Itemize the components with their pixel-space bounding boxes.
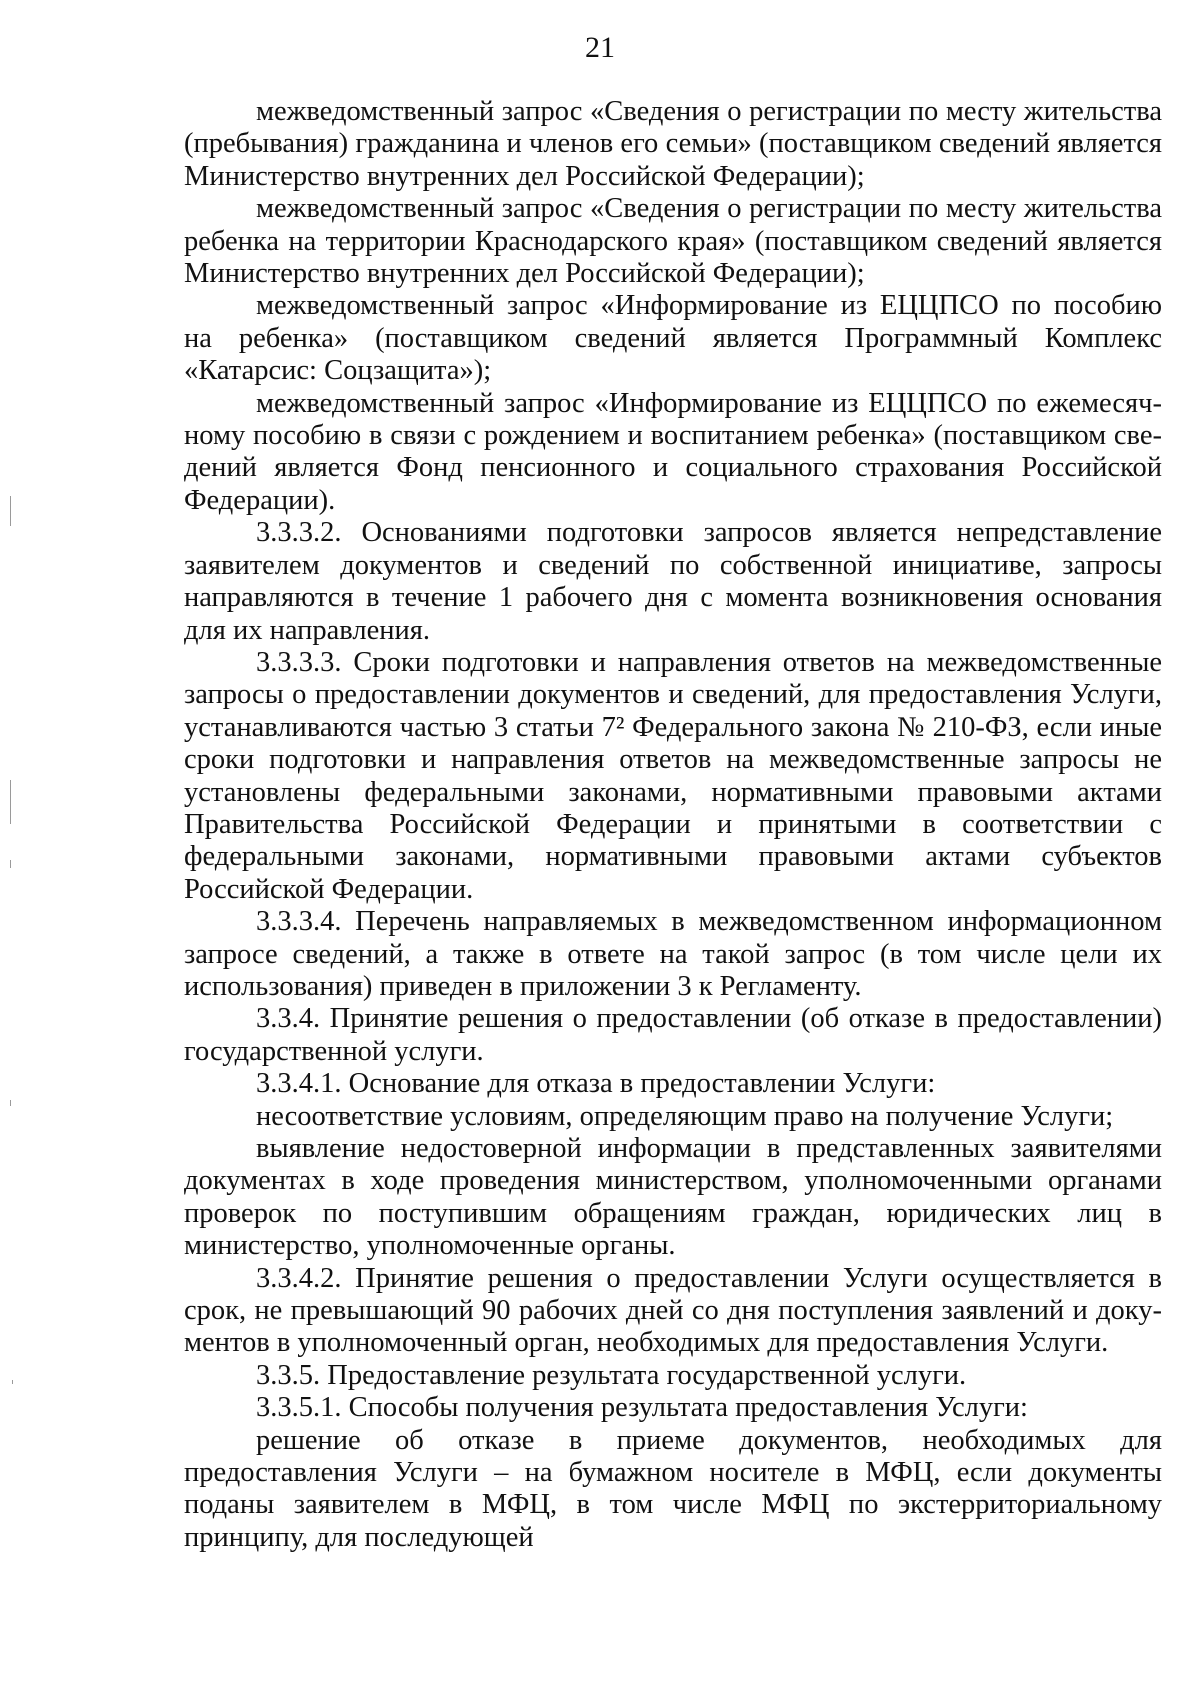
paragraph-3-3-3-2: 3.3.3.2. Основаниями подготовки запросов является непредставление заявителем документов и сведений по собственной инициативе, запросы направляются в течение 1 рабочего дня с момента возникновения основания для их направления.: [184, 517, 1162, 646]
scan-mark: [10, 780, 11, 824]
paragraph-request-residence-registration: межведомственный запрос «Сведения о регистрации по месту жительства (пребывания) гражданина и членов его семьи» (поставщиком сведений является Министерство внутренних дел Российской Федерации);: [184, 96, 1162, 192]
page-number: 21: [585, 31, 615, 64]
paragraph-nonconformity: несоответствие условиям, определяющим право на получение Услуги;: [256, 1100, 1114, 1132]
paragraph-request-child-registration: межведомственный запрос «Сведения о регистрации по месту жительства ребенка на территории Краснодарского края» (поставщиком сведений является Министерство внутренних дел Российской Федерации);: [184, 193, 1162, 290]
scan-mark: [10, 1100, 11, 1106]
scan-mark: [10, 496, 11, 526]
paragraph-3-3-3-3: 3.3.3.3. Сроки подготовки и направления ответов на межведомственные запросы о предоставлении документов и сведений, для предоставления Услуги, устанавливаются частью 3 статьи 7² Федерального закона № 210-ФЗ, если иные сроки подготовки и направления ответов на межведомственные запросы не установлены федеральными законами, нормативными правовыми актами Правительства Российской Федерации и принятыми в соответствии с федеральными законами, нормативными правовыми актами субъектов Российской Федерации.: [184, 646, 1162, 905]
paragraph-unreliable-info: выявление недостоверной информации в представленных заявителями документах в ходе проведения министерством, уполномоченными органами проверок по поступившим обращениям граждан, юридических лиц в министерство, уполномоченные органы.: [184, 1133, 1162, 1262]
paragraph-3-3-4-2: 3.3.4.2. Принятие решения о предоставлении Услуги осуществляется в срок, не превышающий 90 рабочих дней со дня поступления заявлений и документов в уполномоченный орган, необходимых для предоставления Услуги.: [184, 1262, 1162, 1359]
paragraph-request-child-allowance: межведомственный запрос «Информирование из ЕЦЦПСО по пособию на ребенка» (поставщиком сведений является Программный Комплекс «Катарсис: Соцзащита»);: [184, 290, 1162, 387]
paragraph-refusal-decision: решение об отказе в приеме документов, необходимых для предоставления Услуги – на бумажном носителе в МФЦ, если документы поданы заявителем в МФЦ, в том числе МФЦ по экстерриториальному принципу, для последующей: [184, 1424, 1162, 1553]
scan-mark: [12, 1380, 13, 1384]
paragraph-3-3-4: 3.3.4. Принятие решения о предоставлении (об отказе в предоставлении) государственной услуги.: [184, 1003, 1162, 1067]
paragraph-3-3-5-1: 3.3.5.1. Способы получения результата предоставления Услуги:: [256, 1392, 1028, 1424]
paragraph-request-monthly-allowance: межведомственный запрос «Информирование из ЕЦЦПСО по ежемесячному пособию в связи с рождением и воспитанием ребенка» (поставщиком сведений является Фонд пенсионного и социального страхования Российской Федерации).: [184, 387, 1162, 516]
document-body: [184, 96, 1162, 1554]
paragraph-3-3-3-4: 3.3.3.4. Перечень направляемых в межведомственном информационном запросе сведений, а также в ответе на такой запрос (в том числе цели их использования) приведен в приложении 3 к Регламенту.: [184, 906, 1162, 1002]
scan-mark: [10, 860, 11, 868]
paragraph-3-3-4-1: 3.3.4.1. Основание для отказа в предоставлении Услуги:: [256, 1068, 936, 1100]
paragraph-3-3-5: 3.3.5. Предоставление результата государственной услуги.: [256, 1359, 967, 1391]
